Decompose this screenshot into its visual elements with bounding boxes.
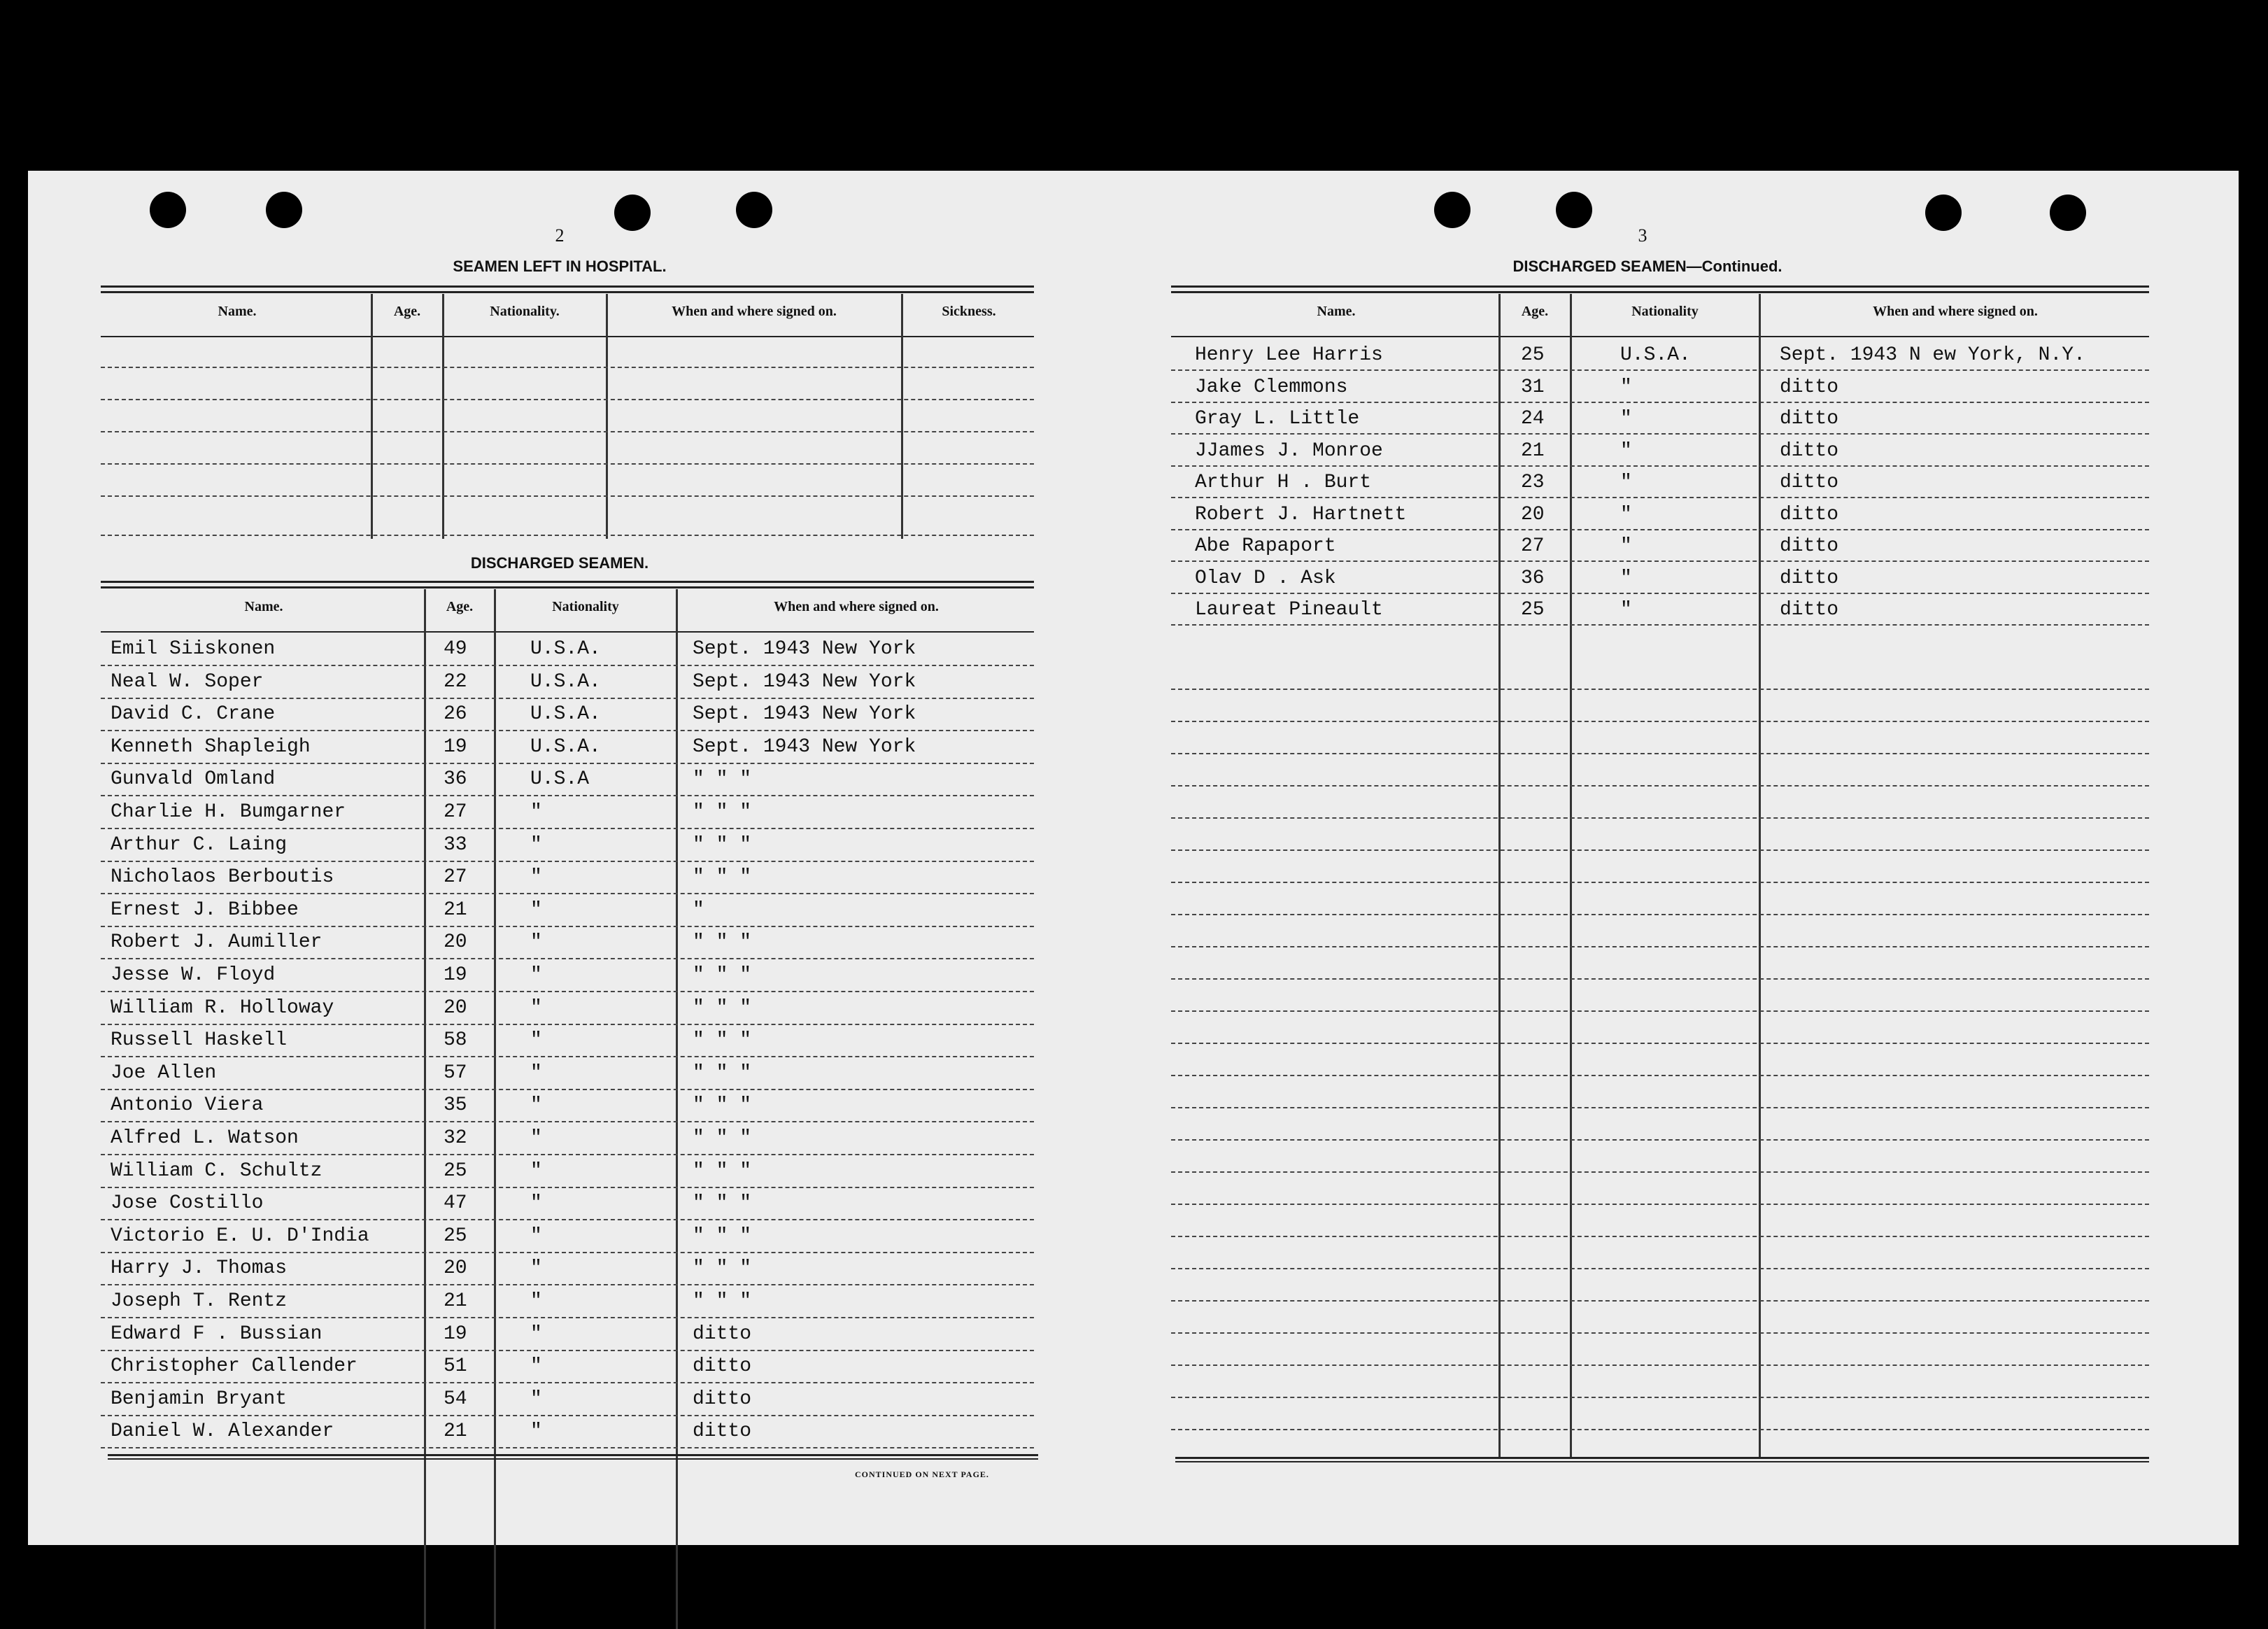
row-rule: [1171, 560, 2149, 562]
seaman-name: Laureat Pineault: [1195, 599, 1383, 621]
table-rule: [1171, 285, 2149, 288]
page-number: 2: [555, 225, 565, 246]
seaman-age: 33: [444, 834, 467, 856]
seaman-signed-on: ditto: [1780, 535, 1839, 557]
seaman-age: 32: [444, 1127, 467, 1149]
row-rule: [101, 763, 1034, 764]
row-rule: [101, 367, 1034, 368]
row-rule: [101, 991, 1034, 992]
seaman-signed-on: ditto: [1780, 472, 1839, 493]
seaman-signed-on: " " ": [693, 1290, 752, 1312]
right-page: [1105, 171, 2239, 1545]
punch-hole: [1925, 195, 1962, 231]
row-rule: [101, 795, 1034, 796]
seaman-nationality: ": [530, 1029, 542, 1051]
seaman-signed-on: ditto: [1780, 567, 1839, 589]
row-rule: [1171, 882, 2149, 883]
seaman-name: Alfred L. Watson: [111, 1127, 299, 1149]
seaman-signed-on: " " ": [693, 1192, 752, 1214]
row-rule: [101, 1187, 1034, 1188]
row-rule: [1171, 369, 2149, 371]
seaman-age: 25: [1521, 599, 1545, 621]
row-rule: [101, 828, 1034, 829]
seaman-name: Kenneth Shapleigh: [111, 736, 311, 758]
row-rule: [1171, 689, 2149, 690]
column-divider: [371, 294, 373, 539]
table-rule: [101, 586, 1034, 588]
seaman-nationality: ": [530, 1192, 542, 1214]
seaman-name: Robert J. Aumiller: [111, 931, 323, 953]
seaman-signed-on: Sept. 1943 New York: [693, 638, 916, 660]
seaman-nationality: U.S.A.: [530, 703, 601, 725]
seaman-age: 57: [444, 1062, 467, 1084]
row-rule: [101, 1024, 1034, 1025]
row-rule: [101, 535, 1034, 536]
seaman-signed-on: ditto: [1780, 599, 1839, 621]
seaman-nationality: ": [530, 866, 542, 888]
row-rule: [1171, 1397, 2149, 1398]
hospital-col-name: Name.: [218, 304, 257, 319]
row-rule: [1171, 593, 2149, 594]
row-rule: [1171, 1107, 2149, 1108]
seaman-nationality: ": [530, 1127, 542, 1149]
seaman-age: 25: [444, 1160, 467, 1182]
seaman-name: Gray L. Little: [1195, 408, 1360, 430]
seaman-nationality: ": [530, 1225, 542, 1247]
seaman-signed-on: " " ": [693, 866, 752, 888]
seaman-signed-on: " " ": [693, 1029, 752, 1051]
row-rule: [1171, 1268, 2149, 1269]
seaman-age: 23: [1521, 472, 1545, 493]
seaman-name: Edward F . Bussian: [111, 1323, 323, 1345]
seaman-nationality: ": [530, 1290, 542, 1312]
row-rule: [101, 495, 1034, 497]
seaman-signed-on: ditto: [693, 1355, 752, 1377]
row-rule: [101, 1252, 1034, 1253]
seaman-nationality: ": [530, 1420, 542, 1442]
seaman-nationality: ": [1620, 440, 1632, 462]
row-rule: [1171, 753, 2149, 754]
seaman-age: 25: [1521, 344, 1545, 366]
punch-hole: [2050, 195, 2086, 231]
seaman-name: Harry J. Thomas: [111, 1257, 288, 1279]
seaman-age: 20: [444, 1257, 467, 1279]
table-rule: [1175, 1457, 2149, 1459]
table-rule: [1171, 336, 2149, 337]
seaman-signed-on: " " ": [693, 931, 752, 953]
table-rule: [1171, 291, 2149, 293]
seaman-nationality: ": [1620, 504, 1632, 526]
table-rule: [101, 291, 1034, 293]
seaman-signed-on: ditto: [1780, 504, 1839, 526]
table-rule: [101, 285, 1034, 288]
seaman-signed-on: " " ": [693, 964, 752, 986]
row-rule: [1171, 785, 2149, 787]
row-rule: [1171, 1075, 2149, 1076]
row-rule: [1171, 849, 2149, 851]
seaman-signed-on: ditto: [693, 1420, 752, 1442]
seaman-age: 27: [444, 801, 467, 823]
seaman-name: Nicholaos Berboutis: [111, 866, 334, 888]
row-rule: [101, 399, 1034, 400]
column-divider: [676, 589, 678, 1629]
seaman-age: 22: [444, 671, 467, 693]
seaman-name: Neal W. Soper: [111, 671, 264, 693]
continued-note: CONTINUED ON NEXT PAGE.: [855, 1469, 989, 1479]
row-rule: [101, 1382, 1034, 1383]
seaman-nationality: ": [530, 997, 542, 1019]
seaman-signed-on: ditto: [693, 1388, 752, 1410]
left-page: [28, 171, 1105, 1545]
seaman-name: Arthur C. Laing: [111, 834, 288, 856]
row-rule: [1171, 1236, 2149, 1237]
row-rule: [1171, 1043, 2149, 1044]
row-rule: [1171, 978, 2149, 980]
discharged-section-title: DISCHARGED SEAMEN.: [470, 554, 649, 572]
seaman-signed-on: ditto: [1780, 440, 1839, 462]
column-divider: [442, 294, 444, 539]
seaman-nationality: U.S.A.: [530, 638, 601, 660]
row-rule: [1171, 914, 2149, 915]
seaman-name: Henry Lee Harris: [1195, 344, 1383, 366]
table-rule: [101, 336, 1034, 337]
seaman-age: 31: [1521, 376, 1545, 398]
seaman-name: Jose Costillo: [111, 1192, 264, 1214]
seaman-name: Russell Haskell: [111, 1029, 288, 1051]
seaman-age: 21: [1521, 440, 1545, 462]
seaman-name: Jake Clemmons: [1195, 376, 1348, 398]
column-divider: [424, 589, 426, 1629]
table-rule: [101, 581, 1034, 583]
seaman-nationality: ": [1620, 567, 1632, 589]
row-rule: [1171, 1332, 2149, 1334]
seaman-name: Joseph T. Rentz: [111, 1290, 288, 1312]
row-rule: [1171, 1429, 2149, 1430]
column-divider: [1570, 294, 1572, 1458]
seaman-name: Victorio E. U. D'India: [111, 1225, 369, 1247]
seaman-signed-on: Sept. 1943 New York: [693, 703, 916, 725]
seaman-signed-on: " " ": [693, 1160, 752, 1182]
row-rule: [1171, 465, 2149, 467]
punch-hole: [1556, 192, 1592, 228]
discharged-col-name: Name.: [244, 599, 283, 614]
seaman-nationality: U.S.A: [530, 768, 590, 790]
table-rule: [1175, 1461, 2149, 1462]
punch-hole: [736, 192, 772, 228]
seaman-name: JJames J. Monroe: [1195, 440, 1383, 462]
seaman-age: 21: [444, 1420, 467, 1442]
seaman-signed-on: Sept. 1943 N ew York, N.Y.: [1780, 344, 2085, 366]
seaman-age: 49: [444, 638, 467, 660]
column-divider: [901, 294, 903, 539]
seaman-age: 19: [444, 964, 467, 986]
seaman-nationality: ": [530, 834, 542, 856]
seaman-name: Christopher Callender: [111, 1355, 357, 1377]
seaman-nationality: ": [530, 1160, 542, 1182]
seaman-signed-on: " " ": [693, 768, 752, 790]
seaman-age: 51: [444, 1355, 467, 1377]
seaman-age: 36: [444, 768, 467, 790]
row-rule: [1171, 817, 2149, 819]
row-rule: [101, 1447, 1034, 1448]
right-col-nationality: Nationality: [1631, 304, 1699, 319]
seaman-signed-on: " " ": [693, 1062, 752, 1084]
row-rule: [1171, 433, 2149, 435]
row-rule: [101, 1284, 1034, 1285]
discharged-col-nationality: Nationality: [552, 599, 619, 614]
seaman-nationality: ": [530, 1355, 542, 1377]
seaman-nationality: ": [530, 899, 542, 921]
hospital-col-sickness: Sickness.: [942, 304, 996, 319]
seaman-nationality: ": [530, 1323, 542, 1345]
seaman-age: 20: [444, 931, 467, 953]
seaman-age: 47: [444, 1192, 467, 1214]
seaman-signed-on: " " ": [693, 1127, 752, 1149]
row-rule: [1171, 1010, 2149, 1012]
row-rule: [101, 1219, 1034, 1220]
seaman-age: 26: [444, 703, 467, 725]
seaman-nationality: ": [1620, 408, 1632, 430]
seaman-age: 35: [444, 1094, 467, 1116]
seaman-name: Joe Allen: [111, 1062, 217, 1084]
table-rule: [108, 1454, 1038, 1456]
row-rule: [101, 893, 1034, 894]
row-rule: [101, 431, 1034, 432]
column-divider: [606, 294, 608, 539]
seaman-name: Antonio Viera: [111, 1094, 264, 1116]
discharged-continued-title: DISCHARGED SEAMEN—Continued.: [1512, 258, 1782, 275]
seaman-signed-on: ditto: [693, 1323, 752, 1345]
right-col-signed-on: When and where signed on.: [1873, 304, 2038, 319]
seaman-nationality: ": [1620, 535, 1632, 557]
seaman-signed-on: " " ": [693, 1094, 752, 1116]
seaman-nationality: ": [530, 1388, 542, 1410]
seaman-name: William R. Holloway: [111, 997, 334, 1019]
seaman-signed-on: Sept. 1943 New York: [693, 671, 916, 693]
seaman-nationality: U.S.A.: [1620, 344, 1691, 366]
row-rule: [1171, 946, 2149, 947]
seaman-name: Robert J. Hartnett: [1195, 504, 1407, 526]
row-rule: [101, 698, 1034, 699]
hospital-col-nationality: Nationality.: [490, 304, 560, 319]
seaman-signed-on: " " ": [693, 1257, 752, 1279]
row-rule: [1171, 1364, 2149, 1366]
page-number: 3: [1638, 225, 1647, 246]
seaman-age: 21: [444, 1290, 467, 1312]
punch-hole: [1434, 192, 1470, 228]
column-divider: [1498, 294, 1501, 1458]
seaman-name: Daniel W. Alexander: [111, 1420, 334, 1442]
row-rule: [101, 1056, 1034, 1057]
seaman-name: Jesse W. Floyd: [111, 964, 276, 986]
seaman-nationality: ": [530, 801, 542, 823]
seaman-nationality: ": [1620, 376, 1632, 398]
seaman-signed-on: " " ": [693, 834, 752, 856]
right-col-name: Name.: [1317, 304, 1356, 319]
seaman-signed-on: ditto: [1780, 376, 1839, 398]
row-rule: [101, 1317, 1034, 1318]
row-rule: [101, 861, 1034, 862]
punch-hole: [150, 192, 186, 228]
row-rule: [101, 1089, 1034, 1090]
row-rule: [1171, 1139, 2149, 1141]
seaman-name: Emil Siiskonen: [111, 638, 276, 660]
row-rule: [1171, 721, 2149, 722]
seaman-age: 27: [444, 866, 467, 888]
column-divider: [494, 589, 496, 1629]
seaman-signed-on: " " ": [693, 997, 752, 1019]
seaman-age: 27: [1521, 535, 1545, 557]
seaman-nationality: U.S.A.: [530, 736, 601, 758]
seaman-signed-on: " " ": [693, 1225, 752, 1247]
seaman-age: 54: [444, 1388, 467, 1410]
seaman-age: 20: [444, 997, 467, 1019]
seaman-name: Arthur H . Burt: [1195, 472, 1372, 493]
seaman-name: David C. Crane: [111, 703, 276, 725]
seaman-name: Gunvald Omland: [111, 768, 276, 790]
row-rule: [1171, 1204, 2149, 1205]
seaman-name: Olav D . Ask: [1195, 567, 1336, 589]
seaman-nationality: ": [530, 931, 542, 953]
row-rule: [1171, 402, 2149, 403]
punch-hole: [266, 192, 302, 228]
row-rule: [1171, 624, 2149, 626]
row-rule: [1171, 497, 2149, 498]
seaman-age: 36: [1521, 567, 1545, 589]
row-rule: [101, 926, 1034, 927]
row-rule: [101, 1415, 1034, 1416]
seaman-signed-on: " " ": [693, 801, 752, 823]
seaman-age: 58: [444, 1029, 467, 1051]
table-rule: [101, 631, 1034, 633]
right-col-age: Age.: [1521, 304, 1549, 319]
seaman-name: Abe Rapaport: [1195, 535, 1336, 557]
table-rule: [108, 1458, 1038, 1460]
hospital-col-signed-on: When and where signed on.: [672, 304, 837, 319]
seaman-age: 25: [444, 1225, 467, 1247]
hospital-col-age: Age.: [393, 304, 421, 319]
seaman-name: William C. Schultz: [111, 1160, 323, 1182]
seaman-name: Benjamin Bryant: [111, 1388, 288, 1410]
row-rule: [101, 1350, 1034, 1351]
seaman-signed-on: ditto: [1780, 408, 1839, 430]
row-rule: [101, 958, 1034, 959]
row-rule: [101, 665, 1034, 666]
column-divider: [1759, 294, 1761, 1458]
seaman-nationality: ": [530, 1062, 542, 1084]
seaman-age: 19: [444, 736, 467, 758]
row-rule: [1171, 1300, 2149, 1302]
seaman-age: 21: [444, 899, 467, 921]
seaman-age: 19: [444, 1323, 467, 1345]
seaman-nationality: ": [530, 1094, 542, 1116]
row-rule: [1171, 529, 2149, 530]
row-rule: [101, 463, 1034, 465]
seaman-age: 24: [1521, 408, 1545, 430]
seaman-nationality: U.S.A.: [530, 671, 601, 693]
seaman-signed-on: ": [693, 899, 704, 921]
seaman-name: Ernest J. Bibbee: [111, 899, 299, 921]
row-rule: [101, 730, 1034, 731]
discharged-col-age: Age.: [446, 599, 474, 614]
seaman-name: Charlie H. Bumgarner: [111, 801, 346, 823]
row-rule: [1171, 1171, 2149, 1173]
discharged-col-signed-on: When and where signed on.: [774, 599, 939, 614]
hospital-section-title: SEAMEN LEFT IN HOSPITAL.: [453, 258, 667, 275]
row-rule: [101, 1121, 1034, 1122]
seaman-nationality: ": [530, 1257, 542, 1279]
punch-hole: [614, 195, 651, 231]
row-rule: [101, 1154, 1034, 1155]
seaman-nationality: ": [530, 964, 542, 986]
seaman-nationality: ": [1620, 472, 1632, 493]
seaman-signed-on: Sept. 1943 New York: [693, 736, 916, 758]
seaman-age: 20: [1521, 504, 1545, 526]
seaman-nationality: ": [1620, 599, 1632, 621]
